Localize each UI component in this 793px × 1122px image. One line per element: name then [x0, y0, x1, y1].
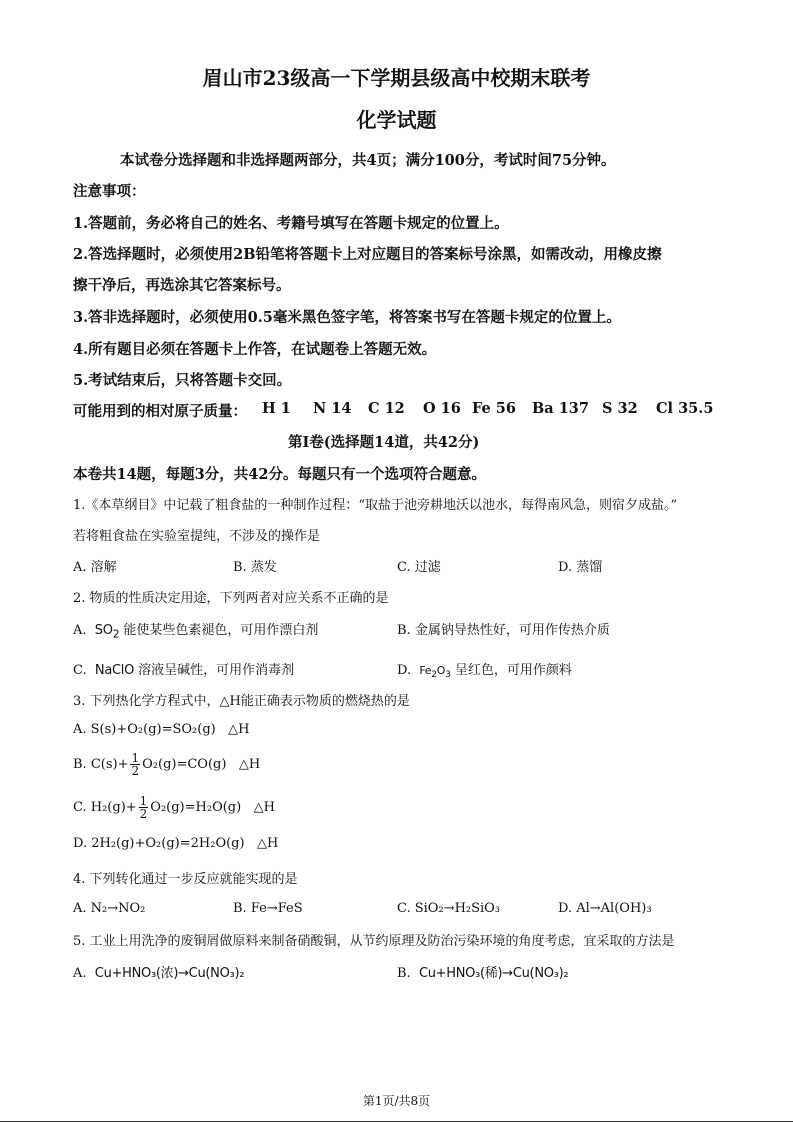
q2-option-d: D. $Fe_2O_3$ 呈红色，可用作颜料: [397, 663, 572, 681]
naclo-formula: NaClO: [94, 663, 135, 678]
so2-formula: $SO_2$: [94, 623, 120, 641]
section-intro: 本卷共14题，每题3分，共42分。每题只有一个选项符合题意。: [73, 466, 486, 483]
q5-a-formula: Cu+HNO₃(浓)→Cu(NO₃)₂: [94, 966, 245, 981]
atomic-mass-item: Fe 56: [472, 400, 516, 417]
q1-option-a: A. 溶解: [73, 560, 117, 575]
page-subtitle: 化学试题: [356, 108, 437, 132]
fe2o3-formula: $Fe_2O_3$: [419, 664, 451, 681]
atomic-mass-item: O 16: [423, 400, 461, 417]
q1-option-c: C. 过滤: [397, 560, 441, 575]
q2-option-b: B. 金属钠导热性好，可用作传热介质: [397, 623, 610, 638]
atomic-mass-item: C 12: [368, 400, 405, 417]
q2-option-a: A. $SO_2$ 能使某些色素褪色，可用作漂白剂: [73, 623, 319, 641]
q5-b-formula: Cu+HNO₃(稀)→Cu(NO₃)₂: [418, 966, 569, 981]
question-1-stem: 1.《本草纲目》中记载了粗食盐的一种制作过程：“取盐于池旁耕地沃以池水，每得南风急，则宿夕成盐。”: [73, 498, 678, 513]
fraction-half: $\frac{1}{2}$: [139, 794, 148, 821]
q4-option-a: A. N₂→NO₂: [73, 901, 146, 916]
atomic-mass-item: N 14: [313, 400, 352, 417]
question-3-stem: 3. 下列热化学方程式中，△H能正确表示物质的燃烧热的是: [73, 694, 410, 709]
q4-option-c: C. SiO₂→H₂SiO₃: [397, 901, 501, 916]
q3-option-a: A. S(s)+O₂(g)=SO₂(g) △H: [73, 722, 250, 737]
question-5-stem: 5. 工业上用洗净的废铜屑做原料来制备硝酸铜，从节约原理及防治污染环境的角度考虑，宜采取的方法是: [73, 934, 675, 949]
atomic-mass-label: 可能用到的相对原子质量：: [73, 403, 247, 420]
q4-option-b: B. Fe→FeS: [233, 901, 303, 916]
section-title: 第Ⅰ卷(选择题14道，共42分): [288, 434, 480, 451]
notes-heading: 注意事项：: [73, 183, 146, 200]
note-item: 擦干净后，再选涂其它答案标号。: [73, 277, 291, 294]
q1-option-b: B. 蒸发: [233, 560, 277, 575]
atomic-mass-item: Ba 137: [532, 400, 589, 417]
q3-option-b: B. C(s)+ $\frac{1}{2}$ O₂(g)=CO(g) △H: [73, 751, 261, 778]
atomic-mass-item: H 1: [262, 400, 291, 417]
page-title: 眉山市23级高一下学期县级高中校期末联考: [202, 66, 591, 90]
question-4-stem: 4. 下列转化通过一步反应就能实现的是: [73, 872, 298, 887]
q5-option-b: B. Cu+HNO₃(稀)→Cu(NO₃)₂: [397, 966, 569, 981]
note-item: 3.答非选择题时，必须使用0.5毫米黑色签字笔，将答案书写在答题卡规定的位置上。: [73, 309, 621, 326]
question-1-stem-cont: 若将粗食盐在实验室提纯，不涉及的操作是: [73, 529, 321, 544]
fraction-half: $\frac{1}{2}$: [131, 751, 140, 778]
note-item: 4.所有题目必须在答题卡上作答，在试题卷上答题无效。: [73, 341, 437, 358]
q5-option-a: A. Cu+HNO₃(浓)→Cu(NO₃)₂: [73, 966, 245, 981]
note-item: 2.答选择题时，必须使用2B铅笔将答题卡上对应题目的答案标号涂黑，如需改动，用橡皮擦: [73, 246, 662, 263]
question-2-stem: 2. 物质的性质决定用途，下列两者对应关系不正确的是: [73, 591, 389, 606]
intro-text: 本试卷分选择题和非选择题两部分，共4页；满分100分，考试时间75分钟。: [120, 152, 616, 169]
q1-option-d: D. 蒸馏: [558, 560, 603, 575]
atomic-mass-item: Cl 35.5: [656, 400, 714, 417]
note-item: 1.答题前，务必将自己的姓名、考籍号填写在答题卡规定的位置上。: [73, 215, 509, 232]
page-footer: 第1页/共8页: [362, 1094, 431, 1108]
q2-option-c: C. NaClO 溶液呈碱性，可用作消毒剂: [73, 663, 295, 678]
q3-option-d: D. 2H₂(g)+O₂(g)=2H₂O(g) △H: [73, 836, 279, 851]
q4-option-d: D. Al→Al(OH)₃: [558, 901, 652, 916]
atomic-mass-item: S 32: [602, 400, 638, 417]
note-item: 5.考试结束后，只将答题卡交回。: [73, 372, 292, 389]
q3-option-c: C. H₂(g)+ $\frac{1}{2}$ O₂(g)=H₂O(g) △H: [73, 794, 275, 821]
